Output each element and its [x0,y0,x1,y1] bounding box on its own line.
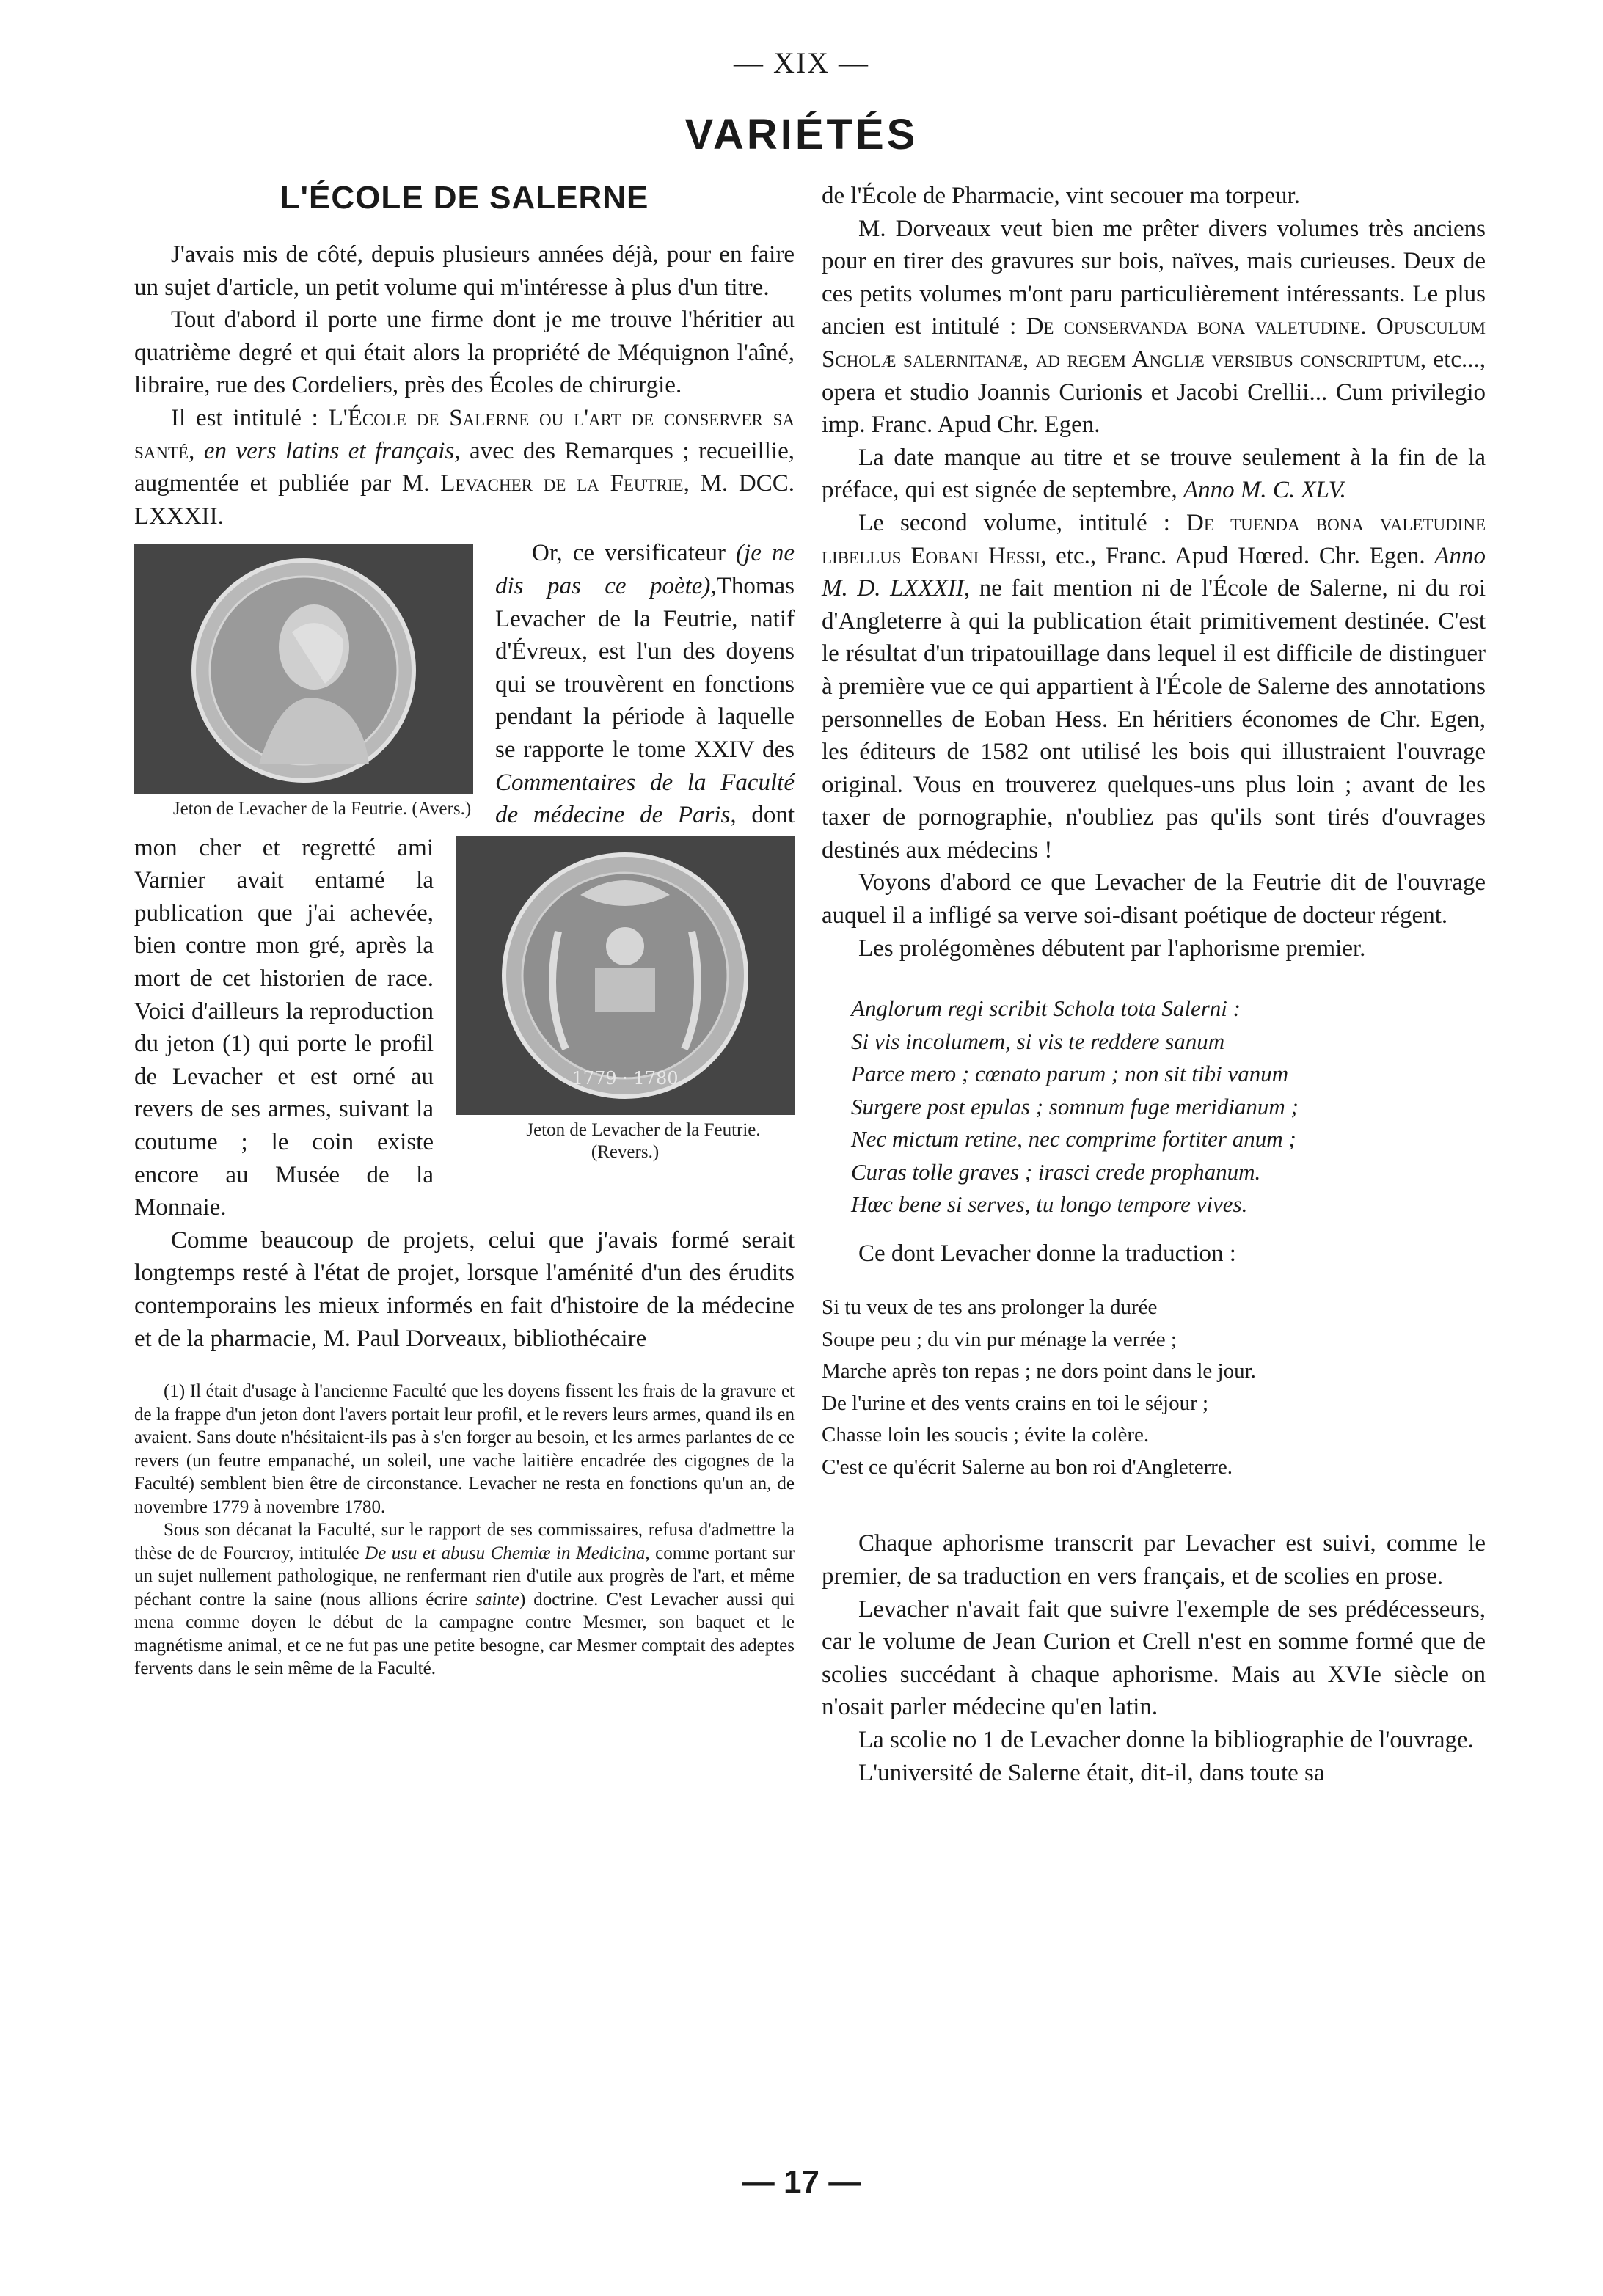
poem-line: Nec mictum retine, nec comprime fortiter anum ; [851,1126,1296,1152]
translation-line: Si tu veux de tes ans prolonger la durée [822,1295,1158,1320]
figure-caption: Jeton de Levacher de la Feutrie. (Revers.) [526,1119,761,1162]
figure-jeton-revers [456,836,795,1163]
translation-line: C'est ce qu'écrit Salerne au bon roi d'Angleterre. [822,1455,1233,1479]
paragraph: La scolie no 1 de Levacher donne la bibliographie de l'ouvrage. [858,1726,1474,1753]
author-name: Levacher de la Feutrie, [440,470,690,497]
latin-poem [851,992,1486,1221]
figure-jeton-avers [134,544,473,820]
book-title: De tuenda bona valetudine libellus Eobani Hessi, [822,509,1486,569]
paragraph: Chaque aphorisme transcrit par Levacher est suivi, comme le premier, de sa traduction en vers français, et de scolies en prose. [822,1530,1486,1590]
coin-revers-image [456,836,795,1115]
section-title: VARIÉTÉS [684,111,919,158]
translation-line: Marche après ton repas ; ne dors point dans le jour. [822,1359,1256,1383]
paragraph: Levacher n'avait fait que suivre l'exemple de ses prédécesseurs, car le volume de Jean Curion et Crell n'est en somme formé que de scolies succédant à chaque aphorisme. Mais au XVIe siècle on n'osait parler médecine qu'en latin. [822,1595,1486,1721]
paragraph: Comme beaucoup de projets, celui que j'avais formé serait longtemps resté à l'état de projet, lorsque l'aménité d'un des érudits contemporains les mieux informés en fait d'histoire de la médecine et de la pharmacie, M. Paul Dorveaux, bibliothécaire [134,1226,795,1352]
paragraph: Tout d'abord il porte une firme dont je me trouve l'héritier au quatrième degré et qui était alors la propriété de Méquignon l'aîné, libraire, rue des Cordeliers, près des Écoles de chirurgie. [134,307,795,399]
poem-line: Surgere post epulas ; somnum fuge meridianum ; [851,1093,1299,1119]
poem-line: Anglorum regi scribit Schola tota Salerni : [851,995,1241,1022]
paragraph: L'université de Salerne était, dit-il, dans toute sa [858,1759,1325,1786]
footnotes [134,1380,795,1681]
translation-line: Chasse loin les soucis ; évite la colère. [822,1423,1150,1447]
french-translation [822,1292,1486,1483]
book-title: L'École de Salerne ou l'art de conserver sa santé, [134,404,795,464]
poem-line: Parce mero ; cœnato parum ; non sit tibi vanum [851,1061,1289,1087]
journal-title: Commentaires de la Faculté de médecine de Paris, [495,769,795,829]
book-title: De conservanda bona valetudine. Opusculum Scholæ salernitanæ, ad regem Angliæ versibus conscriptum, [822,313,1486,373]
poem-line: Hœc bene si serves, tu longo tempore vives. [851,1191,1248,1218]
paragraph: Voyons d'abord ce que Levacher de la Feutrie dit de l'ouvrage auquel il a infligé sa verve soi-disant poétique de docteur régent. [822,869,1486,929]
paragraph: La date manque au titre et se trouve seulement à la fin de la préface, qui est signée de septembre, Anno M. C. XLV. [822,444,1486,504]
poem-line: Si vis incolumem, si vis te reddere sanum [851,1028,1225,1054]
article-title: L'ÉCOLE DE SALERNE [280,180,649,216]
paragraph: Les prolégomènes débutent par l'aphorisme premier. [858,935,1366,962]
poem-line: Curas tolle graves ; irasci crede prophanum. [851,1158,1261,1185]
coin-revers-legend: 1779 · 1780 [572,1067,679,1089]
paragraph: M. Dorveaux veut bien me prêter divers volumes très anciens pour en tirer des gravures sur bois, naïves, mais curieuses. Deux de ces petits volumes m'ont paru particulièrement intéressants. Le plus ancien est intitulé : De conservanda bona valetudine. Opusculum Scholæ salernitanæ, ad regem Angliæ versibus conscriptum, etc..., opera et studio Joannis Curionis et Jacobi Crellii... Cum privilegio imp. Franc. Apud Chr. Egen. [822,215,1486,439]
footnote: (1) Il était d'usage à l'ancienne Faculté que les doyens fissent les frais de la gravure et de la frappe d'un jeton dont l'avers portait leur profil, et le revers leurs armes, quand ils en avaient. Sans doute n'hésitaient-ils pas à s'en forger au besoin, et les armes parlantes de ce revers (un feutre empanaché, un soleil, une vache laitière encadrée des cigognes de la Faculté) semblent bien être de circonstance. Levacher ne resta en fonctions qu'un an, de novembre 1779 à novembre 1780. [134,1381,795,1517]
page-folio: — XIX — [733,46,870,79]
paragraph: Le second volume, intitulé : De tuenda bona valetudine libellus Eobani Hessi, etc., Franc. Apud Hœred. Chr. Egen. Anno M. D. LXXXII, ne fait mention ni de l'École de Salerne, ni du roi d'Angleterre à qui la publication était primitivement destinée. C'est le résultat d'un tripatouillage dans lequel il est difficile de distinguer à première vue ce qui appartient à l'École de Salerne des annotations personnelles de Eoban Hess. En héritiers économes de Chr. Egen, les éditeurs de 1582 ont utilisé les bois qui illustraient l'ouvrage original. Vous en trouverez quelques-uns plus loin ; avant de les taxer de pornographie, n'oubliez pas qu'ils sont tirés d'ouvrages destinés aux médecins ! [822,509,1486,863]
translation-line: De l'urine et des vents crains en toi le séjour ; [822,1391,1209,1415]
paragraph: Il est intitulé : L'École de Salerne ou l'art de conserver sa santé, en vers latins et français, avec des Remarques ; recueillie, augmentée et publiée par M. Levacher de la Feutrie, M. DCC. LXXXII. [134,404,795,530]
right-column [822,180,1486,1789]
translation-line: Soupe peu ; du vin pur ménage la verrée ; [822,1327,1177,1351]
footnote: Sous son décanat la Faculté, sur le rapport de ses commissaires, refusa d'admettre la thèse de de Fourcroy, intitulée De usu et abusu Chemiæ in Medicina, comme portant sur un sujet nullement pathologique, ne renfermant rien d'utile aux progrès de l'art, et même péchant contre la saine (nous allions écrire sainte) doctrine. C'est Levacher aussi qui mena comme doyen le début de la campagne contre Mesmer, son baquet et le magnétisme animal, et ce ne fut pas une petite besogne, car Mesmer comptait des adeptes fervents dans le sein même de la Faculté. [134,1520,795,1679]
left-column [134,180,795,1681]
page-number: — 17 — [742,2164,861,2200]
paragraph: Ce dont Levacher donne la traduction : [858,1240,1236,1267]
figure-caption: Jeton de Levacher de la Feutrie. (Avers.) [172,799,472,819]
paragraph: J'avais mis de côté, depuis plusieurs années déjà, pour en faire un sujet d'article, un petit volume qui m'intéresse à plus d'un titre. [134,241,795,301]
paragraph: de l'École de Pharmacie, vint secouer ma torpeur. [822,183,1300,209]
paragraph: Jeton de Levacher de la Feutrie. (Avers.) Or, ce versificateur (je ne dis pas ce poète),Thomas Levacher de la Feutrie, natif d'Évreux, est l'un des doyens qui se trouvèrent en fonctions pendant la période à laquelle se rapporte le tome XXIV des Commentaires de la Faculté de médecine de Paris, 1779 · 1780 Jeton de Levacher de la Feutrie. (Revers.) dont mon cher et regretté ami Varnier avait entamé la publication que j'ai achevée, bien contre mon gré, après la mort de cet historien de race. Voici d'ailleurs la reproduction du jeton (1) qui porte le profil de Levacher et est orné au revers de ses armes, suivant la coutume ; le coin existe encore au Musée de la Monnaie. [134,540,795,1221]
coin-avers-image [134,544,473,794]
